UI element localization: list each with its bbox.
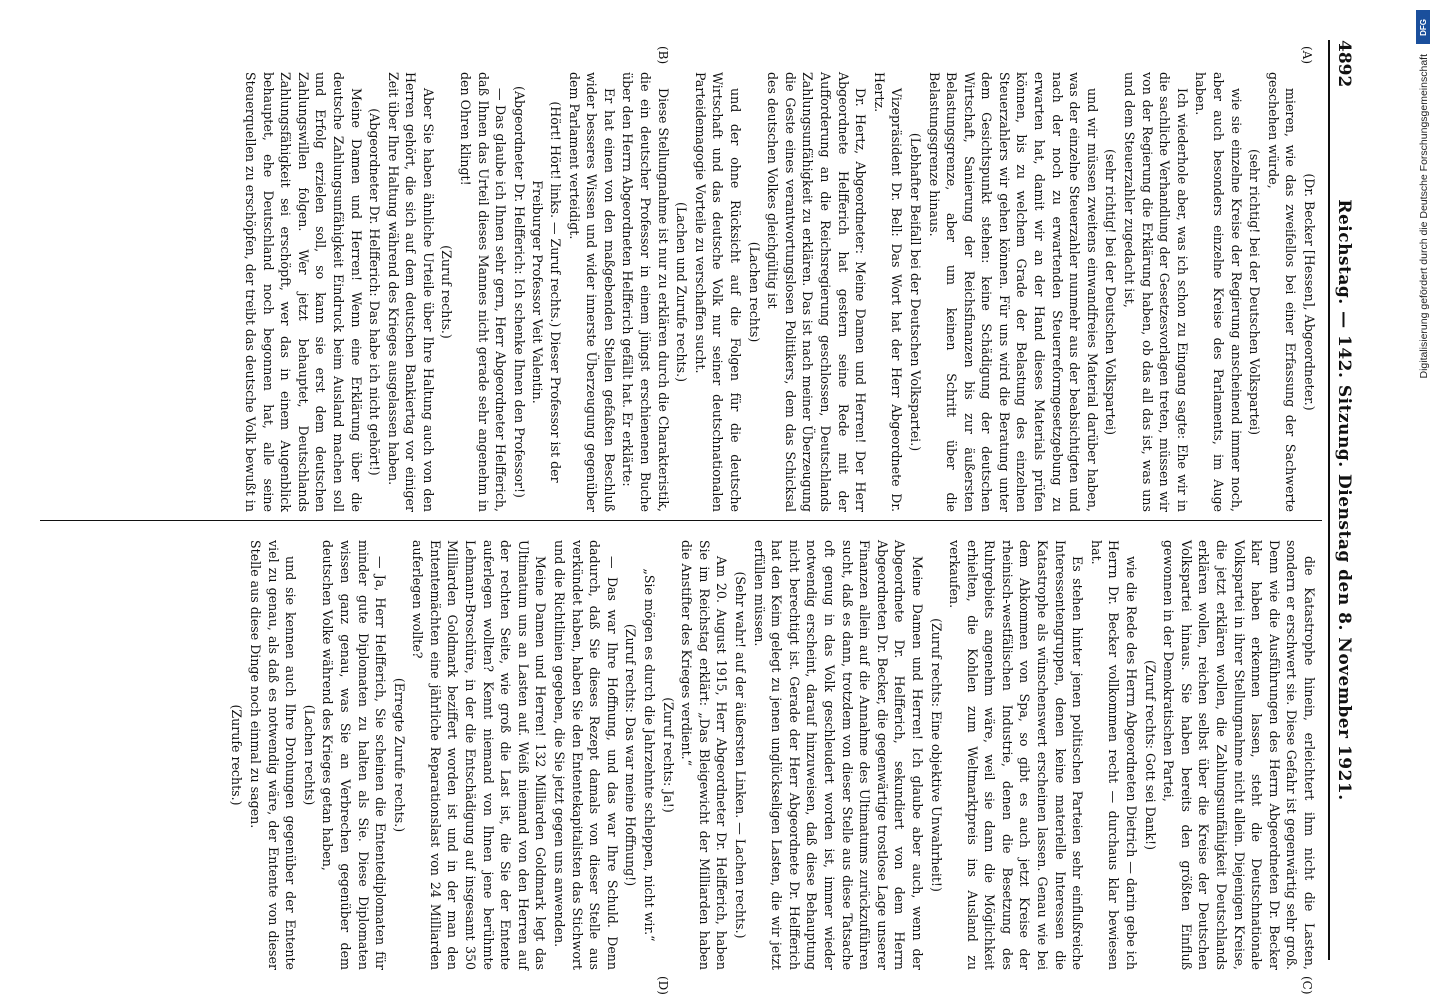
right-column-paragraph: (Lachen rechts) xyxy=(301,704,317,806)
left-column-paragraph: (Abgeordneter Dr. Helfferich: Das habe ich nicht gehört!) xyxy=(367,108,383,476)
margin-mark-d: (D) xyxy=(656,976,670,995)
left-column-paragraph: und wir müssen zweitens einwandfreies Material darüber haben, was der einzelne Steuerzahler nunmehr aus der beabsichtigten und nach der noch zu erwartenden Steuerreformgesetzgebung zu erwarten hat, damit wir an der Hand dieses Materials prüfen können, bis zu welchem Grade der Belastung des einzelnen Steuerzahlers wir gehen können. Für uns wird die Beratung unter dem Gesichtspunkt stehen: keine Schädigung der deutschen Wirtschaft, Sanierung der Reichsfinanzen bis zur äußersten Belastungsgrenze, aber um keinen Schritt über die Belastungsgrenze hinaus. xyxy=(926,72,1100,512)
left-column-paragraph: Aber Sie haben ähnliche Urteile über Ihre Haltung auch von den Herren gehört, die sich auf dem deutschen Bankiertag vor einiger Zeit über Ihre Haltung während des Krieges ausgelassen haben. xyxy=(385,72,436,512)
left-column-paragraph: Er hat einen von den maßgebenden Stellen gefaßten Beschluß wider besseres Wissen und wider innerste Überzeugung gegenüber dem Parlament verteidigt. xyxy=(566,72,617,512)
margin-mark-b: (B) xyxy=(656,46,670,65)
right-column-paragraph: — Das war Ihre Hoffnung, und das war Ihre Schuld. Denn dadurch, daß Sie dieses Rezept damals von dieser Stelle aus verkündet haben, haben Sie den Ententekapitalisten das Stichwort und die Richtlinien gegeben, die Sie jetzt gegen uns anwenden. xyxy=(552,540,620,970)
header-rule xyxy=(1328,40,1330,960)
left-column-paragraph: und der ohne Rücksicht auf die Folgen für die deutsche Wirtschaft und das deutsche Volk nur seiner deutschnationalen Parteidemagogie Vorteile zu verschaffen sucht. xyxy=(692,72,743,512)
left-column-paragraph: (Lachen und Zurufe rechts.) xyxy=(674,202,690,382)
right-column-paragraph: (Sehr wahr! auf der äußersten Linken. — Lachen rechts.) xyxy=(733,571,748,939)
left-column-paragraph: (Zuruf rechts.) xyxy=(439,245,455,339)
left-column-paragraph: (Lachen rechts) xyxy=(746,241,762,343)
left-column-paragraph: Meine Damen und Herren! Wenn eine Erklärung über die deutsche Zahlungsunfähigkeit Eindruck beim Ausland machen soll und Erfolg erzielen soll, so kann sie erst dem deutschen Zahlungswillen folgen. Wer jetzt behauptet, Deutschlands Zahlungsfähigkeit sei erschöpft, wer das in einem Augenblick behauptet, ehe Deutschland noch begonnen hat, alle seine Steuerquellen zu erschöpfen, der treibt das deutsche Volk bewußt in xyxy=(242,72,364,512)
right-column-paragraph: Am 20. August 1915, Herr Abgeordneter Dr. Helfferich, haben Sie im Reichstag erklärt: „Das Bleigewicht der Milliarden haben die Anstifter des Krieges verdient.“ xyxy=(679,540,730,970)
margin-mark-a: (A) xyxy=(1300,46,1314,65)
left-column-paragraph: (sehr richtig! bei der Deutschen Volkspartei) xyxy=(1247,148,1263,436)
right-column-paragraph: (Erregte Zurufe rechts.) xyxy=(391,677,407,833)
right-column-paragraph: (Zuruf rechts: Ja!) xyxy=(660,697,676,813)
left-column-paragraph: mieren, wie das zweifellos bei einer Erfassung der Sachwerte geschehen würde, xyxy=(1265,72,1299,512)
left-text-column xyxy=(240,72,1318,512)
dfg-logo: DFG xyxy=(1416,10,1430,44)
left-column-paragraph: (Abgeordneter Dr. Helfferich: Ich schenke Ihnen den Professor!) xyxy=(511,86,527,498)
right-column-paragraph: „Sie mögen es durch die Jahrzehnte schleppen, nicht wir.“ xyxy=(642,568,658,942)
page-title: Reichstag. — 142. Sitzung. Dienstag den 8. November 1921. xyxy=(1334,199,1354,801)
right-column-paragraph: Meine Damen und Herren! Ich glaube aber auch, wenn der Abgeordnete Dr. Helfferich, sekundiert von dem Herrn Abgeordneten Dr. Becker, die gegenwärtige trostlose Lage unserer Finanzen allein auf die Annahme des Ultimatums zurückzuführen sucht, daß es dann, trotzdem von dieser Stelle aus diese Tatsache oft genug in das Volk geschleudert worden ist, immer wieder notwendig erscheint, darauf hinzuweisen, daß diese Behauptung nicht berechtigt ist. Gerade der Herr Abgeordnete Dr. Helfferich hat den Keim gelegt zu jenen unglückseligen Lasten, die wir jetzt erfüllen müssen. xyxy=(751,540,925,970)
right-column-paragraph: die Katastrophe hinein, erleichtert ihm nicht die Lasten, sondern er erschwert sie. Diese Gefahr ist gegenwärtig sehr groß. Denn wie die Ausführungen des Herrn Abgeordneten Dr. Becker klar haben erkennen lassen, steht die Deutschnationale Volkspartei in ihrer Stellungnahme nicht allein. Diejenigen Kreise, die jetzt erklären wollen, die Zahlungsunfähigkeit Deutschlands erklären wollen, reichen selbst über die Kreise der Deutschen Volkspartei hinaus. Sie haben bereits den größten Einfluß gewonnen in der Demokratischen Partei, xyxy=(1161,540,1317,970)
page-number: 4892 xyxy=(1334,40,1354,88)
right-column-paragraph: (Zuruf rechts: Gott sei Dank!) xyxy=(1142,659,1158,850)
margin-mark-c: (C) xyxy=(1300,976,1314,995)
left-column-paragraph: Ich wiederhole aber, was ich schon zu Eingang sagte: Ehe wir in die sachliche Verhandlung der Gesetzesvorlagen treten, müssen wir von der Regierung die Erklärung haben, ob das all das ist, was uns und dem Steuerzahler zugedacht ist, xyxy=(1122,72,1190,512)
right-column-paragraph: — Ja, Herr Helfferich, Sie scheinen die Ententediplomaten für minder gute Diplomaten zu halten als Sie. Diese Diplomaten wissen ganz genau, was Sie an Verbrechen gegenüber dem deutschen Volke während des Krieges getan haben, xyxy=(320,540,389,970)
right-column-paragraph: (Zuruf rechts: Das war meine Hoffnung!) xyxy=(623,623,639,887)
left-column-paragraph: — Das glaube ich Ihnen sehr gern, Herr Abgeordneter Helfferich, daß Ihnen das Urteil dieses Mannes nicht gerade sehr angenehm in den Ohren klingt! xyxy=(458,72,509,512)
left-column-paragraph: (Hört! Hört! links. — Zuruf rechts.) Dieser Professor ist der Freiburger Professor Veit Valentin. xyxy=(530,101,564,483)
column-divider xyxy=(40,520,1322,521)
right-column-paragraph: Meine Damen und Herren! 132 Milliarden Goldmark legt das Ultimatum uns an Lasten auf. Weiß niemand von den Herren auf der rechten Seite, wie groß die Last ist, die Sie der Entente auferlegen wollten? Kennt niemand von Ihnen jene berühmte Lehmann-Broschüre, in der die Entschädigung auf insgesamt 350 Milliarden Goldmark beziffert worden ist und in der man den Ententemächten eine jährliche Reparationslast von 24 Milliarden auferlegen wollte? xyxy=(410,540,549,970)
digitization-credit: Digitalisierung gefördert durch die Deutsche Forschungsgemeinschaft xyxy=(1418,54,1430,379)
left-column-paragraph: (Dr. Becker [Hessen], Abgeordneter.) xyxy=(1302,173,1317,411)
left-column-paragraph: wie sie einzelne Kreise der Regierung anscheinend immer noch, aber auch besonders einzelne Kreise des Parlaments, im Auge haben. xyxy=(1193,72,1244,512)
right-column-paragraph: (Zuruf rechts: Eine objektive Unwahrheit!) xyxy=(928,618,944,892)
left-column-paragraph: (Lebhafter Beifall bei der Deutschen Volkspartei.) xyxy=(907,132,923,452)
right-column-paragraph: Es stehen hinter jenen politischen Parteien sehr einflußreiche Interessentengruppen, denen keine materielle Interessen die Katastrophe als wünschenswert erscheinen lassen. Genau wie bei dem Abkommen von Spa, so gibt es auch jetzt Kreise der rheinisch-westfälischen Industrie, denen die Besetzung des Ruhrgebiets angenehm wäre, weil sie dann die Möglichkeit erhielten, die Kohlen zum Weltmarktpreis ins Ausland zu verkaufen. xyxy=(947,540,1086,970)
left-column-paragraph: Diese Stellungnahme ist nur zu erklären durch die Charakteristik, die ein deutscher Professor in einem jüngst erschienenen Buche über den Herrn Abgeordneten Helfferich gefällt hat. Er erklärte: xyxy=(620,72,671,512)
right-column-paragraph: (Zurufe rechts.) xyxy=(229,704,245,806)
left-column-paragraph: (sehr richtig! bei der Deutschen Volkspartei) xyxy=(1103,148,1119,436)
right-column-paragraph: wie die Rede des Herrn Abgeordneten Dietrich — darin gebe ich Herrn Dr. Becker vollkommen recht — durchaus klar bewiesen hat. xyxy=(1088,540,1140,970)
left-column-paragraph: Vizepräsident Dr. Bell: Das Wort hat der Herr Abgeordnete Dr. Hertz. xyxy=(871,72,905,512)
left-column-paragraph: Dr. Hertz, Abgeordneter: Meine Damen und Herren! Der Herr Abgeordnete Helfferich hat gestern seine Rede mit der Aufforderung an die Reichsregierung geschlossen, Deutschlands Zahlungsunfähigkeit zu erklären. Das ist nach meiner Überzeugung die Geste eines verantwortungslosen Politikers, dem das Schicksal des deutschen Volkes gleichgültig ist xyxy=(765,72,869,512)
right-column-paragraph: und sie kennen auch Ihre Drohungen gegenüber der Entente viel zu genau, als daß es notwendig wäre, der Entente von dieser Stelle aus diese Dinge noch einmal zu sagen. xyxy=(247,540,299,970)
right-text-column xyxy=(227,540,1318,970)
